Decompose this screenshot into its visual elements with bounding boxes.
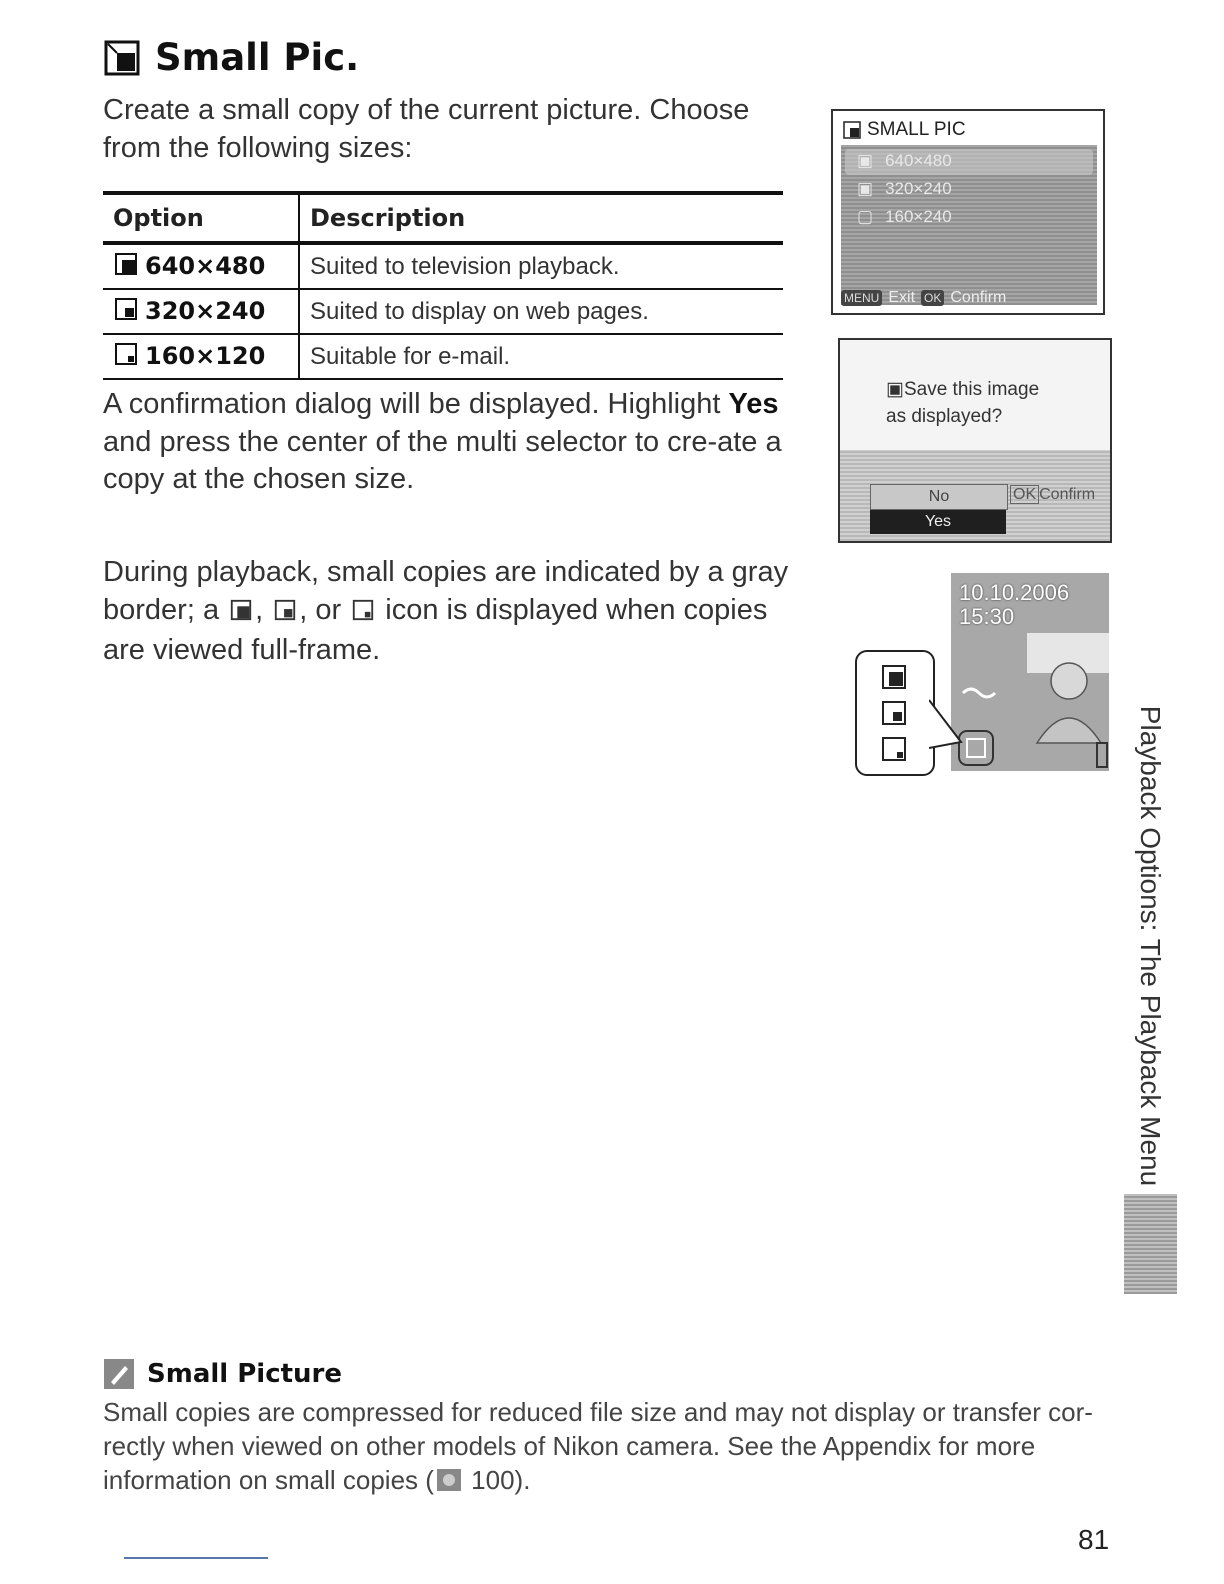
size-160-icon <box>883 738 905 760</box>
confirmation-dialog-screen <box>838 338 1112 543</box>
description-value: Suitable for e-mail. <box>299 334 783 379</box>
col-option: Option <box>103 193 299 243</box>
small-pic-icon: ▣ <box>886 379 904 400</box>
size-160-icon <box>351 595 375 633</box>
page-reference-icon <box>436 1466 462 1500</box>
small-pic-menu-screen <box>831 109 1105 315</box>
section-tab <box>1124 1194 1177 1294</box>
table-row <box>103 334 783 379</box>
callout-pointer <box>929 690 963 750</box>
description-value: Suited to television playback. <box>299 243 783 289</box>
size-640-icon <box>883 666 905 688</box>
size-160-icon <box>113 341 139 373</box>
description-value: Suited to display on web pages. <box>299 289 783 334</box>
ok-button-icon: OK <box>921 290 944 306</box>
size-640-icon: ▣ <box>857 151 874 170</box>
table-header-row <box>103 193 783 243</box>
note-body: Small copies are compressed for reduced file size and may not display or transfer cor-rectly when viewed on other models of Nikon camera. See the Appendix for more information on small copies ( 100). <box>103 1395 1113 1500</box>
size-320-icon: ▣ <box>857 179 874 198</box>
date-stamp: 10.10.2006 15:30 <box>959 580 1070 629</box>
no-option[interactable]: No <box>870 484 1008 510</box>
page-number: 81 <box>1078 1524 1110 1555</box>
size-640-icon <box>113 251 139 283</box>
intro-text: Create a small copy of the current picture. Choose from the following sizes: <box>103 94 750 164</box>
yes-bold: Yes <box>728 388 779 420</box>
footer-rule <box>124 1557 268 1559</box>
col-description: Description <box>299 193 783 243</box>
size-320-icon <box>113 296 139 328</box>
ok-confirm-hint: OK Confirm <box>1010 486 1095 504</box>
menu-footer: MENU Exit OK Confirm <box>841 289 1006 307</box>
note-pencil-icon <box>103 1358 135 1390</box>
option-value: 160×120 <box>145 341 266 370</box>
playback-text: During playback, small copies are indicated by a gray border; a , , or icon is displayed when copies are viewed full-frame. <box>103 556 789 666</box>
playback-photo <box>951 573 1109 771</box>
dialog-message: ▣Save this image as displayed? <box>886 379 1040 427</box>
title-text: Small Pic. <box>155 36 360 79</box>
size-table <box>103 191 783 380</box>
size-640-icon <box>229 595 253 633</box>
menu-button-icon: MENU <box>841 290 882 306</box>
option-value: 640×480 <box>145 251 266 280</box>
size-320-icon <box>273 595 297 633</box>
yes-option[interactable]: Yes <box>870 510 1006 534</box>
table-row <box>103 289 783 334</box>
playback-screen <box>951 573 1109 771</box>
size-160-icon: ▢ <box>857 207 874 226</box>
small-pic-icon <box>103 39 141 77</box>
icon-callout <box>855 650 935 776</box>
page-title <box>103 36 359 79</box>
ok-button-icon: OK <box>1010 485 1039 504</box>
menu-option-320[interactable]: ▣ 320×240 <box>857 179 952 198</box>
small-pic-icon <box>843 121 861 139</box>
size-320-icon <box>883 702 905 724</box>
section-side-label: Playback Options: The Playback Menu <box>1135 705 1166 1187</box>
page-reference-link[interactable]: 100 <box>471 1465 515 1495</box>
table-row <box>103 243 783 289</box>
menu-option-160[interactable]: ▢ 160×240 <box>857 207 952 226</box>
option-value: 320×240 <box>145 296 266 325</box>
note-heading: Small Picture <box>103 1358 342 1390</box>
menu-option-640[interactable]: ▣ 640×480 <box>857 151 952 170</box>
confirm-text: A confirmation dialog will be displayed. Highlight Yes and press the center of the multi selector to cre-ate a copy at the chosen size. <box>103 388 782 495</box>
menu-header: SMALL PIC <box>843 119 966 141</box>
